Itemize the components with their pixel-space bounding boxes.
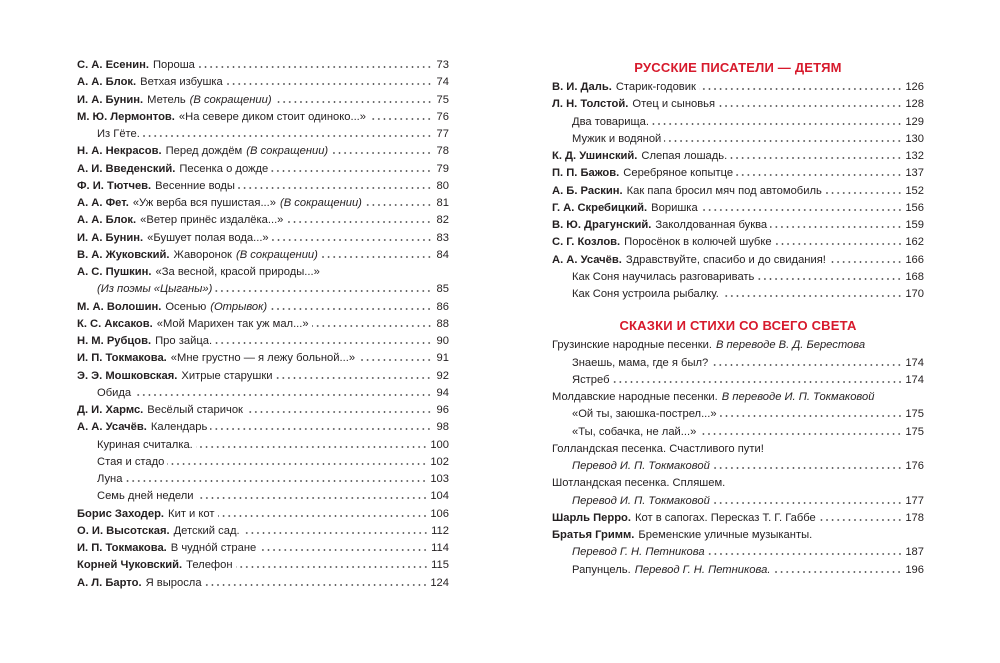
- entry-author: М. Ю. Лермонтов.: [77, 110, 175, 123]
- entry-title: Луна: [97, 473, 123, 485]
- entry-page-number: 88: [436, 317, 449, 330]
- entry-author: Борис Заходер.: [77, 507, 165, 520]
- entry-page-number: 156: [905, 201, 924, 214]
- dot-leader: [664, 140, 902, 142]
- entry-note: (В сокращении): [189, 93, 272, 106]
- entry-page-number: 174: [905, 373, 924, 386]
- entry-page-number: 90: [436, 335, 449, 347]
- toc-entry[interactable]: [552, 562, 924, 579]
- entry-author: А. Б. Раскин.: [552, 184, 623, 197]
- entry-title: Я выросла: [145, 576, 202, 589]
- entry-title: Как Соня научилась разговаривать: [572, 270, 755, 283]
- entry-page-number: 92: [436, 369, 449, 382]
- entry-page-number: 170: [905, 288, 924, 300]
- toc-entry[interactable]: [552, 355, 924, 372]
- entry-title: Два товарища.: [572, 115, 649, 128]
- toc-entry[interactable]: [552, 217, 924, 234]
- dot-leader: [825, 192, 903, 194]
- entry-title: Стая и стадо: [97, 455, 165, 468]
- entry-title: Жаворонок: [173, 248, 232, 261]
- entry-author: В. И. Даль.: [552, 81, 612, 93]
- dot-leader: [730, 157, 902, 159]
- entry-title: Семь дней недели: [97, 490, 194, 503]
- toc-entry[interactable]: [77, 143, 449, 160]
- entry-author: С. Г. Козлов.: [552, 236, 621, 249]
- toc-entry[interactable]: [552, 527, 924, 544]
- entry-author: А. А. Усачёв.: [552, 253, 622, 266]
- section-gap: [552, 303, 924, 315]
- entry-title: Про зайца.: [155, 335, 213, 347]
- entry-page-number: 74: [436, 76, 449, 89]
- toc-entry[interactable]: [552, 389, 924, 406]
- dot-leader: [215, 342, 432, 344]
- entry-author: Н. М. Рубцов.: [77, 335, 152, 347]
- toc-entry[interactable]: [552, 286, 924, 303]
- dot-leader: [722, 295, 902, 297]
- entry-author: Л. Н. Толстой.: [552, 98, 629, 111]
- dot-leader: [286, 221, 432, 223]
- toc-entry[interactable]: [552, 79, 924, 96]
- entry-title: Как папа бросил мяч под автомобиль: [626, 184, 822, 197]
- dot-leader: [613, 381, 903, 383]
- entry-page-number: 132: [905, 150, 924, 162]
- entry-page-number: 91: [436, 352, 449, 365]
- toc-entry[interactable]: [77, 540, 449, 557]
- dot-leader: [652, 123, 902, 125]
- entry-note: Перевод И. П. Токмаковой: [572, 494, 710, 507]
- entry-title: «Ветер принёс издалёка...»: [140, 214, 284, 227]
- dot-leader: [699, 88, 902, 90]
- entry-author: В. Ю. Драгунский.: [552, 219, 652, 231]
- entry-title: Детский сад.: [173, 524, 240, 537]
- entry-title: Голландская песенка. Счастливого пути!: [552, 442, 764, 455]
- entry-page-number: 174: [905, 356, 924, 369]
- dot-leader: [736, 174, 902, 176]
- entry-title: Как Соня устроила рыбалку.: [572, 288, 719, 300]
- toc-entry[interactable]: [552, 406, 924, 423]
- entry-page-number: 73: [436, 59, 449, 71]
- toc-entry[interactable]: [77, 74, 449, 91]
- toc-entry[interactable]: [552, 269, 924, 286]
- entry-title: «Ой ты, заюшка-пострел...»: [572, 408, 717, 421]
- dot-leader: [773, 571, 902, 573]
- entry-author: И. П. Токмакова.: [77, 352, 167, 365]
- toc-entry[interactable]: [77, 333, 449, 350]
- entry-author: В. А. Жуковский.: [77, 248, 170, 261]
- toc-entry[interactable]: [77, 506, 449, 523]
- entry-note: (В сокращении): [280, 197, 362, 209]
- toc-entry[interactable]: [552, 544, 924, 561]
- entry-page-number: 102: [430, 455, 449, 468]
- dot-leader: [243, 532, 429, 534]
- entry-title: Ястреб: [572, 373, 610, 386]
- toc-entry[interactable]: [77, 247, 449, 264]
- entry-page-number: 83: [436, 231, 449, 244]
- toc-entry[interactable]: [552, 234, 924, 251]
- entry-page-number: 137: [905, 167, 924, 180]
- toc-entry[interactable]: [77, 385, 449, 402]
- entry-title: Телефон: [186, 559, 233, 572]
- entry-page-number: 106: [430, 507, 449, 520]
- entry-author: А. А. Усачёв.: [77, 421, 147, 434]
- dot-leader: [699, 433, 902, 435]
- toc-entry[interactable]: [77, 299, 449, 316]
- toc-entry[interactable]: [77, 557, 449, 574]
- dot-leader: [701, 209, 903, 211]
- dot-leader: [205, 584, 428, 586]
- toc-entry[interactable]: [552, 114, 924, 131]
- entry-page-number: 175: [905, 425, 924, 438]
- entry-note: (Из поэмы «Цыганы»): [97, 283, 213, 296]
- entry-author: А. Л. Барто.: [77, 576, 142, 589]
- entry-title: Грузинские народные песенки.: [552, 339, 712, 352]
- toc-entry[interactable]: [77, 419, 449, 436]
- dot-leader: [275, 377, 432, 379]
- toc-entry[interactable]: [77, 402, 449, 419]
- toc-entry[interactable]: [77, 57, 449, 74]
- entry-page-number: 76: [436, 110, 449, 123]
- entry-title: В чудно́й стране: [170, 542, 257, 554]
- dot-leader: [196, 446, 428, 448]
- entry-page-number: 152: [905, 184, 924, 197]
- dot-leader: [246, 411, 432, 413]
- dot-leader: [215, 290, 432, 292]
- entry-title: Мужик и водяной: [572, 132, 662, 145]
- toc-entry[interactable]: [552, 424, 924, 441]
- entry-title: Перед дождём: [165, 145, 243, 158]
- entry-title: Здравствуйте, спасибо и до свидания!: [625, 253, 826, 266]
- entry-page-number: 130: [905, 132, 924, 145]
- entry-page-number: 94: [436, 386, 449, 399]
- entry-author: К. С. Аксаков.: [77, 317, 153, 330]
- toc-entry[interactable]: [552, 493, 924, 510]
- toc-entry[interactable]: [77, 230, 449, 247]
- entry-page-number: 178: [905, 511, 924, 524]
- entry-title: Знаешь, мама, где я был?: [572, 356, 709, 369]
- entry-title: Пороша: [153, 59, 195, 71]
- entry-note: (Отрывок): [210, 300, 268, 313]
- entry-page-number: 124: [430, 576, 449, 589]
- dot-leader: [167, 463, 427, 465]
- dot-leader: [125, 480, 427, 482]
- dot-leader: [272, 239, 432, 241]
- entry-page-number: 187: [905, 546, 924, 559]
- entry-page-number: 196: [905, 563, 924, 576]
- entry-title: Весенние воды: [155, 179, 235, 192]
- entry-title: Бременские уличные музыканты.: [638, 529, 813, 541]
- entry-author: М. А. Волошин.: [77, 300, 162, 313]
- entry-title: Заколдованная буква: [655, 219, 768, 231]
- entry-page-number: 77: [436, 128, 449, 140]
- toc-entry[interactable]: [552, 441, 924, 458]
- toc-entry[interactable]: [77, 368, 449, 385]
- entry-author: Н. А. Некрасов.: [77, 145, 162, 158]
- entry-title: Кит и кот: [168, 507, 215, 520]
- dot-leader: [775, 243, 903, 245]
- dot-leader: [270, 308, 432, 310]
- entry-title: «Мой Марихен так уж мал...»: [156, 317, 309, 330]
- entry-page-number: 103: [430, 473, 449, 485]
- entry-author: А. И. Введенский.: [77, 162, 176, 175]
- entry-title: Обида: [97, 386, 132, 399]
- entry-title: Серебряное копытце: [623, 167, 734, 180]
- dot-leader: [197, 497, 428, 499]
- entry-page-number: 79: [436, 162, 449, 175]
- entry-title: Хитрые старушки: [181, 369, 273, 382]
- toc-entry[interactable]: [552, 458, 924, 475]
- dot-leader: [369, 118, 432, 120]
- dot-leader: [134, 394, 432, 396]
- entry-page-number: 75: [436, 93, 449, 106]
- toc-entry[interactable]: [77, 212, 449, 229]
- toc-entry[interactable]: [77, 178, 449, 195]
- dot-leader: [143, 135, 432, 137]
- dot-leader: [713, 502, 903, 504]
- entry-author: И. П. Токмакова.: [77, 542, 167, 554]
- toc-entry[interactable]: [552, 148, 924, 165]
- entry-title: Рапунцель.: [572, 563, 631, 576]
- entry-page-number: 78: [436, 145, 449, 158]
- dot-leader: [210, 428, 432, 430]
- entry-title: Ветхая избушка: [140, 76, 223, 89]
- entry-title: Отец и сыновья: [632, 98, 716, 111]
- toc-entry[interactable]: [77, 195, 449, 212]
- entry-title: Кот в сапогах. Пересказ Т. Г. Габбе: [634, 511, 816, 524]
- dot-leader: [713, 467, 903, 469]
- entry-author: Корней Чуковский.: [77, 559, 183, 572]
- entry-author: П. П. Бажов.: [552, 167, 620, 180]
- dot-leader: [720, 415, 903, 417]
- toc-entry[interactable]: [552, 183, 924, 200]
- entry-title: «Уж верба вся пушистая...»: [132, 197, 276, 209]
- entry-author: Э. Э. Мошковская.: [77, 369, 178, 382]
- entry-page-number: 159: [905, 219, 924, 231]
- dot-leader: [718, 105, 902, 107]
- section-heading: СКАЗКИ И СТИХИ СО ВСЕГО СВЕТА: [619, 318, 857, 334]
- entry-note: (В сокращении): [246, 145, 329, 158]
- entry-page-number: 112: [431, 524, 449, 537]
- entry-author: А. А. Блок.: [77, 76, 137, 89]
- toc-entry[interactable]: [552, 372, 924, 389]
- entry-title: Песенка о дожде: [179, 162, 269, 175]
- entry-page-number: 166: [905, 253, 924, 266]
- entry-page-number: 177: [905, 494, 924, 507]
- entry-page-number: 104: [430, 490, 449, 503]
- entry-page-number: 86: [436, 300, 449, 313]
- toc-entry[interactable]: [552, 96, 924, 113]
- dot-leader: [711, 364, 902, 366]
- dot-leader: [770, 226, 902, 228]
- toc-entry[interactable]: [552, 337, 924, 354]
- entry-page-number: 114: [431, 542, 449, 554]
- entry-page-number: 115: [431, 559, 449, 572]
- toc-entry[interactable]: [77, 126, 449, 143]
- entry-page-number: 129: [905, 115, 924, 128]
- entry-note: (В сокращении): [235, 248, 318, 261]
- toc-entry[interactable]: [552, 510, 924, 527]
- entry-title: Поросёнок в колючей шубке: [624, 236, 772, 249]
- dot-leader: [198, 66, 432, 68]
- toc-entry[interactable]: [77, 488, 449, 505]
- entry-author: Ф. И. Тютчев.: [77, 179, 152, 192]
- entry-title: «Ты, собачка, не лай...»: [572, 425, 697, 438]
- entry-title: Календарь: [150, 421, 208, 434]
- toc-entry[interactable]: [552, 475, 924, 492]
- toc-entry[interactable]: [77, 350, 449, 367]
- entry-author: О. И. Высотская.: [77, 524, 170, 537]
- entry-title: «За весной, красой природы...»: [155, 266, 320, 278]
- entry-author: И. А. Бунин.: [77, 93, 144, 106]
- entry-note: Перевод И. П. Токмаковой: [572, 460, 710, 472]
- dot-leader: [275, 101, 432, 103]
- dot-leader: [819, 519, 903, 521]
- entry-author: С. А. Есенин.: [77, 59, 149, 71]
- dot-leader: [331, 152, 432, 154]
- toc-entry[interactable]: [552, 252, 924, 269]
- entry-title: Воришка: [651, 201, 698, 214]
- entry-author: К. Д. Ушинский.: [552, 150, 638, 162]
- entry-author: А. А. Блок.: [77, 214, 137, 227]
- dot-leader: [757, 278, 902, 280]
- toc-entry[interactable]: [552, 200, 924, 217]
- entry-note: Перевод Г. Н. Петникова.: [634, 563, 771, 576]
- dot-leader: [829, 261, 902, 263]
- toc-right-column: [552, 57, 924, 579]
- dot-leader: [218, 515, 428, 517]
- toc-entry[interactable]: [77, 281, 449, 298]
- dot-leader: [236, 566, 429, 568]
- toc-entry[interactable]: [77, 92, 449, 109]
- dot-leader: [321, 256, 432, 258]
- entry-author: А. А. Фет.: [77, 197, 129, 209]
- entry-page-number: 98: [436, 421, 449, 434]
- entry-title: Молдавские народные песенки.: [552, 391, 718, 403]
- entry-title: Из Гёте.: [97, 128, 140, 140]
- entry-title: Старик-годовик: [615, 81, 696, 93]
- entry-page-number: 126: [905, 81, 924, 93]
- entry-page-number: 100: [430, 438, 449, 451]
- entry-title: Куриная считалка.: [97, 438, 193, 451]
- dot-leader: [226, 83, 432, 85]
- entry-note: В переводе И. П. Токмаковой: [721, 391, 875, 403]
- entry-author: Шарль Перро.: [552, 511, 631, 524]
- entry-page-number: 168: [905, 270, 924, 283]
- section-heading: РУССКИЕ ПИСАТЕЛИ — ДЕТЯМ: [634, 60, 842, 75]
- entry-title: Шотландская песенка. Спляшем.: [552, 477, 726, 490]
- entry-author: Братья Гримм.: [552, 529, 635, 541]
- entry-title: Весёлый старичок: [147, 404, 243, 416]
- entry-title: «На севере диком стоит одиноко...»: [178, 110, 367, 123]
- toc-entry[interactable]: [77, 161, 449, 178]
- dot-leader: [259, 549, 428, 551]
- entry-author: И. А. Бунин.: [77, 231, 144, 244]
- entry-title: «Бушует полая вода...»: [147, 231, 269, 244]
- entry-author: Д. И. Хармс.: [77, 404, 144, 416]
- entry-author: А. С. Пушкин.: [77, 266, 152, 278]
- entry-page-number: 81: [436, 197, 449, 209]
- dot-leader: [238, 187, 432, 189]
- toc-entry[interactable]: [552, 131, 924, 148]
- toc-entry[interactable]: [77, 471, 449, 488]
- entry-title: Осенью: [165, 300, 207, 313]
- entry-note: В переводе В. Д. Берестова: [715, 339, 866, 352]
- entry-author: Г. А. Скребицкий.: [552, 201, 648, 214]
- toc-left-column: [77, 57, 449, 592]
- entry-page-number: 80: [436, 179, 449, 192]
- entry-page-number: 176: [905, 460, 924, 472]
- toc-entry[interactable]: [77, 523, 449, 540]
- entry-page-number: 84: [436, 248, 449, 261]
- dot-leader: [312, 325, 432, 327]
- entry-title: «Мне грустно — я лежу больной...»: [170, 352, 356, 365]
- entry-page-number: 128: [905, 98, 924, 111]
- entry-page-number: 96: [436, 404, 449, 416]
- entry-page-number: 85: [436, 283, 449, 296]
- toc-entry[interactable]: [77, 454, 449, 471]
- toc-entry[interactable]: [552, 165, 924, 182]
- entry-page-number: 82: [436, 214, 449, 227]
- toc-entry[interactable]: [77, 109, 449, 126]
- toc-entry[interactable]: [77, 316, 449, 333]
- entry-page-number: 162: [905, 236, 924, 249]
- dot-leader: [365, 204, 432, 206]
- dot-leader: [271, 170, 432, 172]
- entry-note: Перевод Г. Н. Петникова: [572, 546, 705, 559]
- dot-leader: [708, 553, 903, 555]
- entry-title: Слепая лошадь.: [641, 150, 728, 162]
- dot-leader: [358, 359, 432, 361]
- toc-entry[interactable]: [77, 575, 449, 592]
- entry-title: Метель: [147, 93, 186, 106]
- toc-entry[interactable]: [77, 437, 449, 454]
- toc-entry[interactable]: [77, 264, 449, 281]
- entry-page-number: 175: [905, 408, 924, 421]
